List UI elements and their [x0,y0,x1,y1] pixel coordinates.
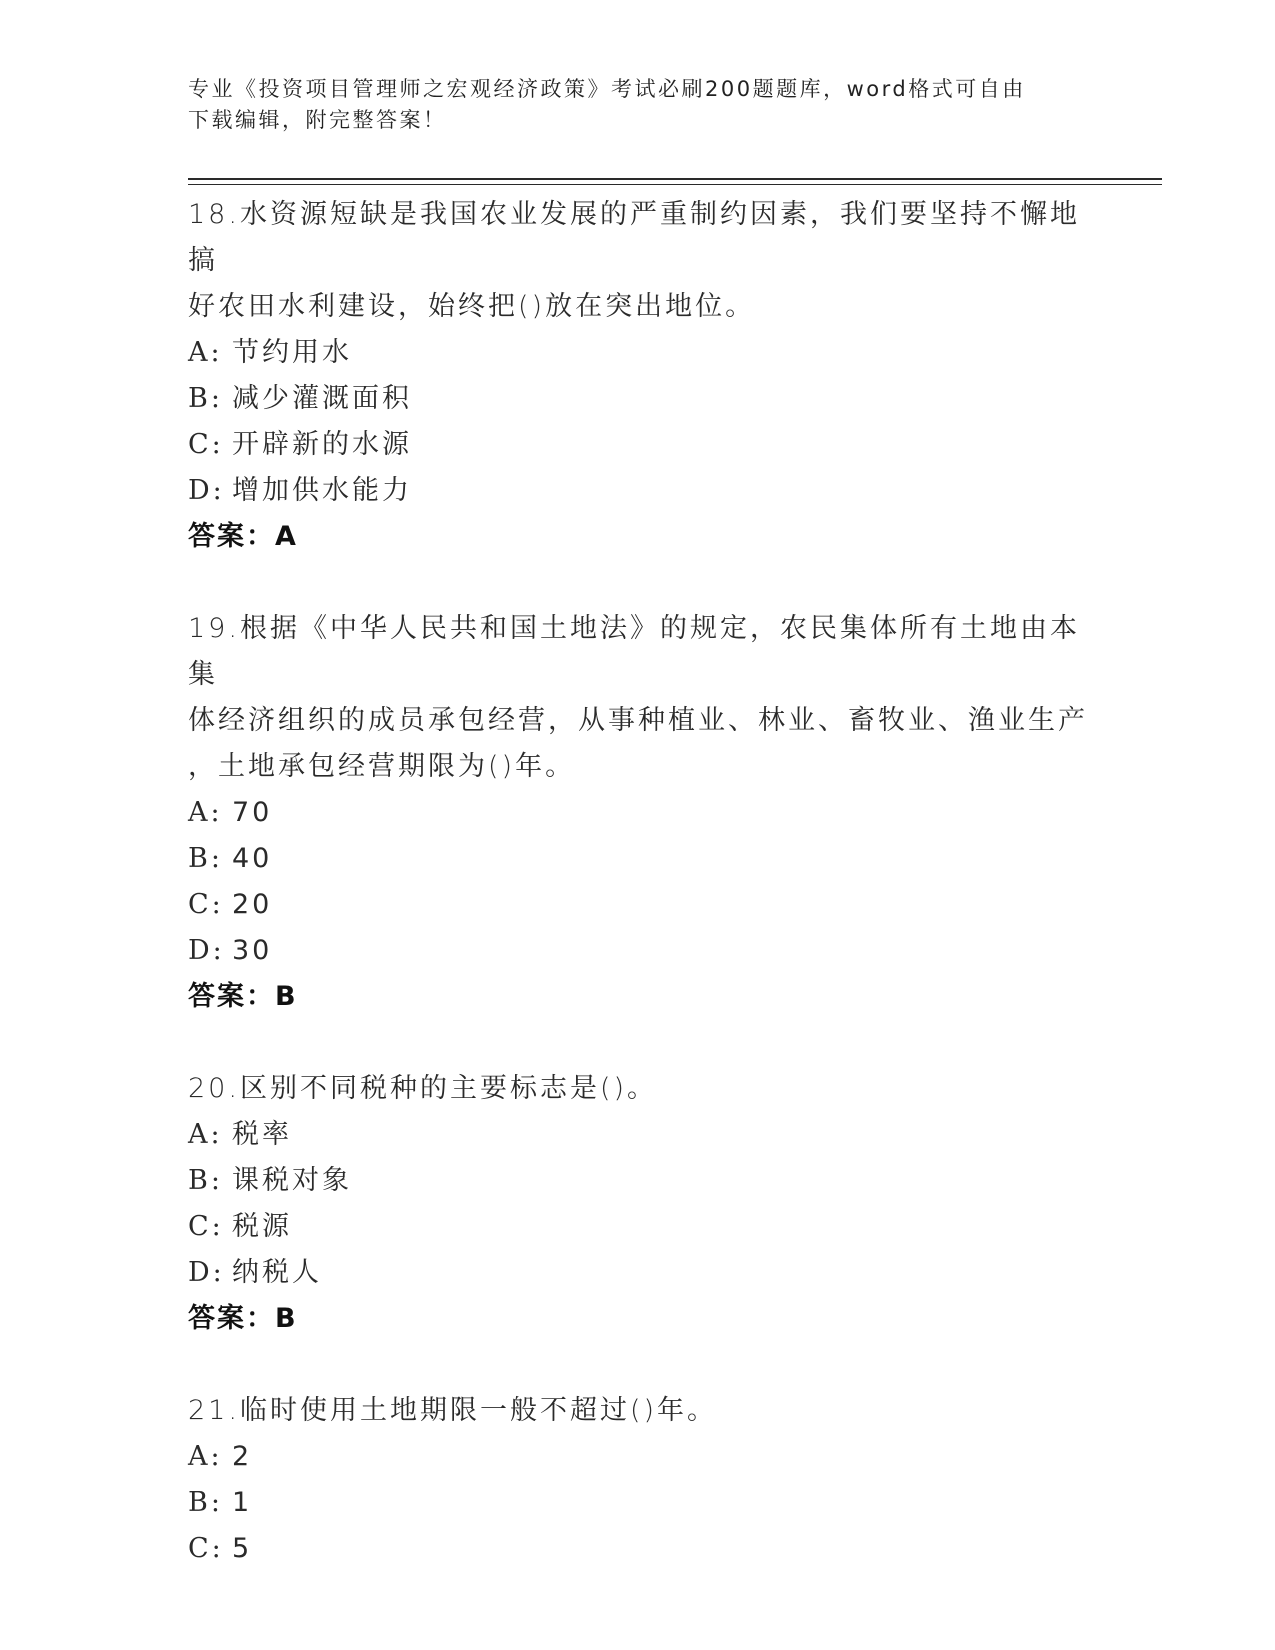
option-letter: D: [188,1257,225,1288]
question-19 [188,606,1088,1020]
option-letter: B: [188,1165,223,1196]
option-d [188,928,1088,974]
header-rule-thick [188,178,1162,180]
question-stem-line: 20.区别不同税种的主要标志是()。 [188,1073,658,1104]
option-text: 2 [232,1441,253,1472]
answer-line: 答案：A [188,521,298,552]
option-letter: C: [188,429,224,460]
option-text: 40 [232,843,273,874]
question-list [188,192,1088,1618]
option-c [188,422,1088,468]
option-b [188,1480,1088,1526]
option-letter: C: [188,1533,224,1564]
option-a [188,790,1088,836]
question-18 [188,192,1088,560]
option-text: 税率 [232,1119,292,1150]
option-text: 减少灌溉面积 [232,383,412,414]
option-text: 1 [232,1487,253,1518]
header-line-1: 专业《投资项目管理师之宏观经济政策》考试必刷200题题库，word格式可自由 [188,77,1026,101]
option-a [188,330,1088,376]
option-c [188,1204,1088,1250]
option-letter: A: [188,337,223,368]
option-a [188,1434,1088,1480]
option-letter: A: [188,1441,223,1472]
option-c [188,882,1088,928]
answer-line: 答案：B [188,981,298,1012]
option-d [188,468,1088,514]
question-stem-line: 19.根据《中华人民共和国土地法》的规定，农民集体所有土地由本集 [188,613,1080,690]
question-20 [188,1066,1088,1342]
question-stem-line: 21.临时使用土地期限一般不超过()年。 [188,1395,718,1426]
option-text: 课税对象 [232,1165,352,1196]
option-b [188,376,1088,422]
question-stem-line: 18.水资源短缺是我国农业发展的严重制约因素，我们要坚持不懈地搞 [188,199,1080,276]
answer-line: 答案：B [188,1303,298,1334]
question-stem-line: 好农田水利建设，始终把()放在突出地位。 [188,291,756,322]
option-text: 70 [232,797,273,828]
option-a [188,1112,1088,1158]
header-line-2: 下载编辑，附完整答案！ [188,108,447,132]
option-c [188,1526,1088,1572]
option-text: 节约用水 [232,337,352,368]
option-text: 30 [232,935,273,966]
option-text: 税源 [232,1211,292,1242]
header-rule-thin [188,184,1162,185]
document-header [188,74,1088,136]
option-letter: B: [188,383,223,414]
option-letter: A: [188,797,223,828]
option-text: 开辟新的水源 [232,429,412,460]
question-stem-line: ，土地承包经营期限为()年。 [188,751,576,782]
option-letter: C: [188,889,224,920]
option-b [188,1158,1088,1204]
option-text: 5 [232,1533,253,1564]
option-letter: D: [188,475,225,506]
option-letter: D: [188,935,225,966]
option-text: 纳税人 [232,1257,322,1288]
option-letter: B: [188,1487,223,1518]
option-b [188,836,1088,882]
option-letter: A: [188,1119,223,1150]
option-text: 增加供水能力 [232,475,412,506]
option-d [188,1250,1088,1296]
question-stem-line: 体经济组织的成员承包经营，从事种植业、林业、畜牧业、渔业生产 [188,705,1088,736]
option-text: 20 [232,889,273,920]
option-letter: B: [188,843,223,874]
option-letter: C: [188,1211,224,1242]
question-21 [188,1388,1088,1572]
